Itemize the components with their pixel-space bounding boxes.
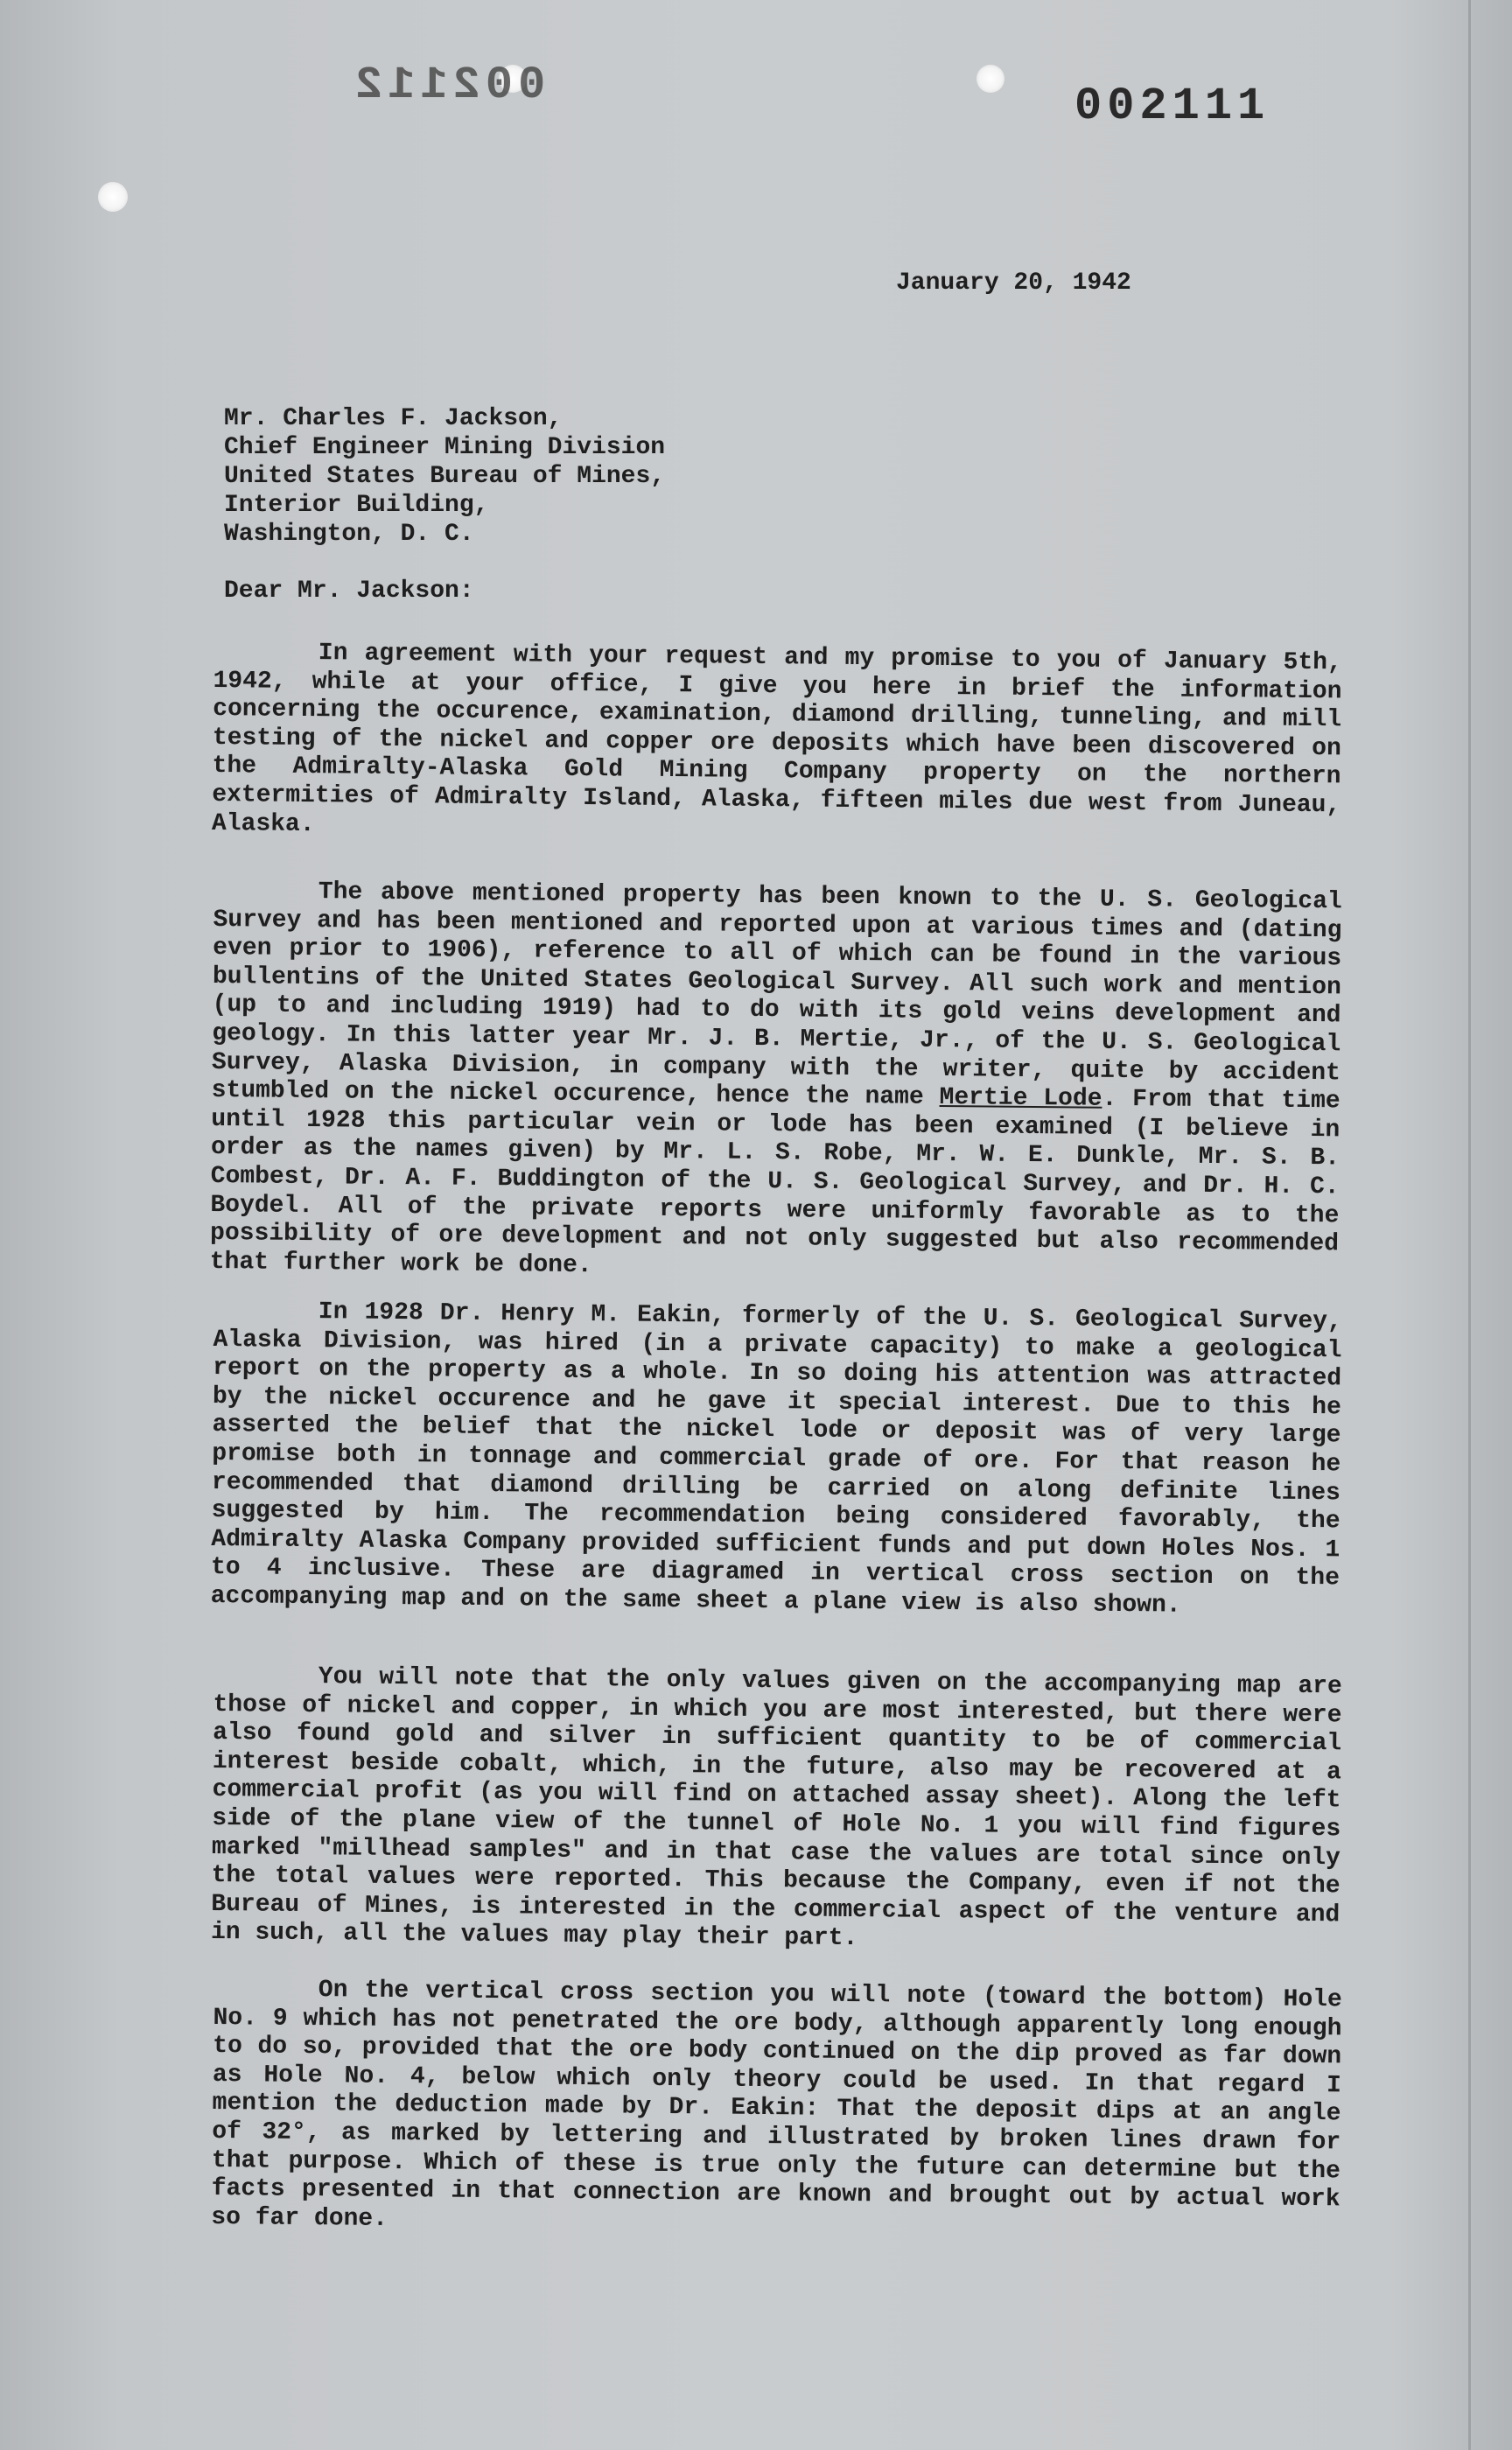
document-stamp-number: 002111: [1074, 80, 1270, 132]
body-paragraph: [210, 878, 1342, 1288]
body-paragraph: On the vertical cross section you will note (toward the bottom) Hole No. 9 which has not penetrated the ore body, although apparently long enough to do so, provided that the ore body continued on the dip proved as far down as Hole No. 4, below which only theory could be used. In that regard I mention the deduction made by Dr. Eakin: That the deposit dips at an angle of 32°, as marked by lettering and illustrated by broken lines drawn for that purpose. Which of these is true only the future can determine but the facts presented in that connection are known and brought out by actual work so far done.: [211, 1977, 1342, 2233]
address-line: United States Bureau of Mines,: [224, 463, 666, 490]
address-line: Washington, D. C.: [224, 521, 474, 548]
punch-hole-right: [976, 65, 1004, 93]
punch-hole-left: [98, 182, 128, 212]
bleed-through-stamp-number: 002112: [350, 60, 546, 111]
body-paragraph: You will note that the only values given on the accompanying map are those of nickel and copper, in which you are most interested, but there were also found gold and silver in sufficient quantity to be of commercial interest beside cobalt, which, in the future, also may be recovered at a commercial profit (as you will find on attached assay sheet). Along the left side of the plane view of the tunnel of Hole No. 1 you will find figures marked "millhead samples" and in that case the values are total since only the total values were reported. This because the Company, even if not the Bureau of Mines, is interested in the commercial aspect of the venture and in such, all the values may play their part.: [210, 1663, 1342, 1953]
paragraph-text: The above mentioned property has been known to the U. S. Geological Survey and has been mentioned and reported upon at various times and (dating even prior to 1906), reference to all of which can be found in the various bullentins of the United States Geological Survey. All such work and mention (up to and including 1919) had to do with its gold veins development and geology. In this latter year Mr. J. B. Mertie, Jr., of the U. S. Geological Survey, Alaska Division, in company with the writer, quite by accident stumbled on the nickel occurence, hence the name: [211, 878, 1342, 1111]
underlined-lode-name: Mertie Lode: [939, 1084, 1102, 1113]
letter-date: January 20, 1942: [896, 270, 1131, 297]
address-line: Mr. Charles F. Jackson,: [224, 405, 563, 432]
salutation: Dear Mr. Jackson:: [224, 578, 474, 605]
body-paragraph: In agreement with your request and my promise to you of January 5th, 1942, while at your office, I give you here in brief the information concerning the occurence, examination, diamond drilling, tunneling, and mill testing of the nickel and copper ore deposits which have been discovered on the Admiralty-Alaska Gold Mining Company property on the northern extermities of Admiralty Island, Alaska, fifteen miles due west from Juneau, Alaska.: [211, 640, 1342, 838]
body-paragraph: In 1928 Dr. Henry M. Eakin, formerly of the U. S. Geological Survey, Alaska Division, was hired (in a private capacity) to make a geological report on the property as a whole. In so doing his attention was attracted by the nickel occurence and he gave it special interest. Due to this he asserted the belief that the nickel lode or deposit was of very large promise both in tonnage and commercial grade of ore. For that reason he recommended that diamond drilling be carried on along definite lines suggested by him. The recommendation being considered favorably, the Admiralty Alaska Company provided sufficient funds and put down Holes Nos. 1 to 4 inclusive. These are diagramed in vertical cross section on the accompanying map and on the same sheet a plane view is also shown.: [210, 1298, 1342, 1620]
paragraph-text: . From that time until 1928 this particular vein or lode has been examined (I believe in order as the names given) by Mr. L. S. Robe, Mr. W. E. Dunkle, Mr. S. B. Combest, Dr. A. F. Buddington of the U. S. Geological Survey, and Dr. H. C. Boydel. All of the private reports were uniformly favorable as to the possibility of ore development and not only suggested but also recommended that further work be done.: [209, 1085, 1340, 1279]
recipient-address: [224, 404, 665, 549]
address-line: Interior Building,: [224, 492, 489, 519]
address-line: Chief Engineer Mining Division: [224, 434, 666, 461]
page-edge: [1468, 0, 1471, 2450]
